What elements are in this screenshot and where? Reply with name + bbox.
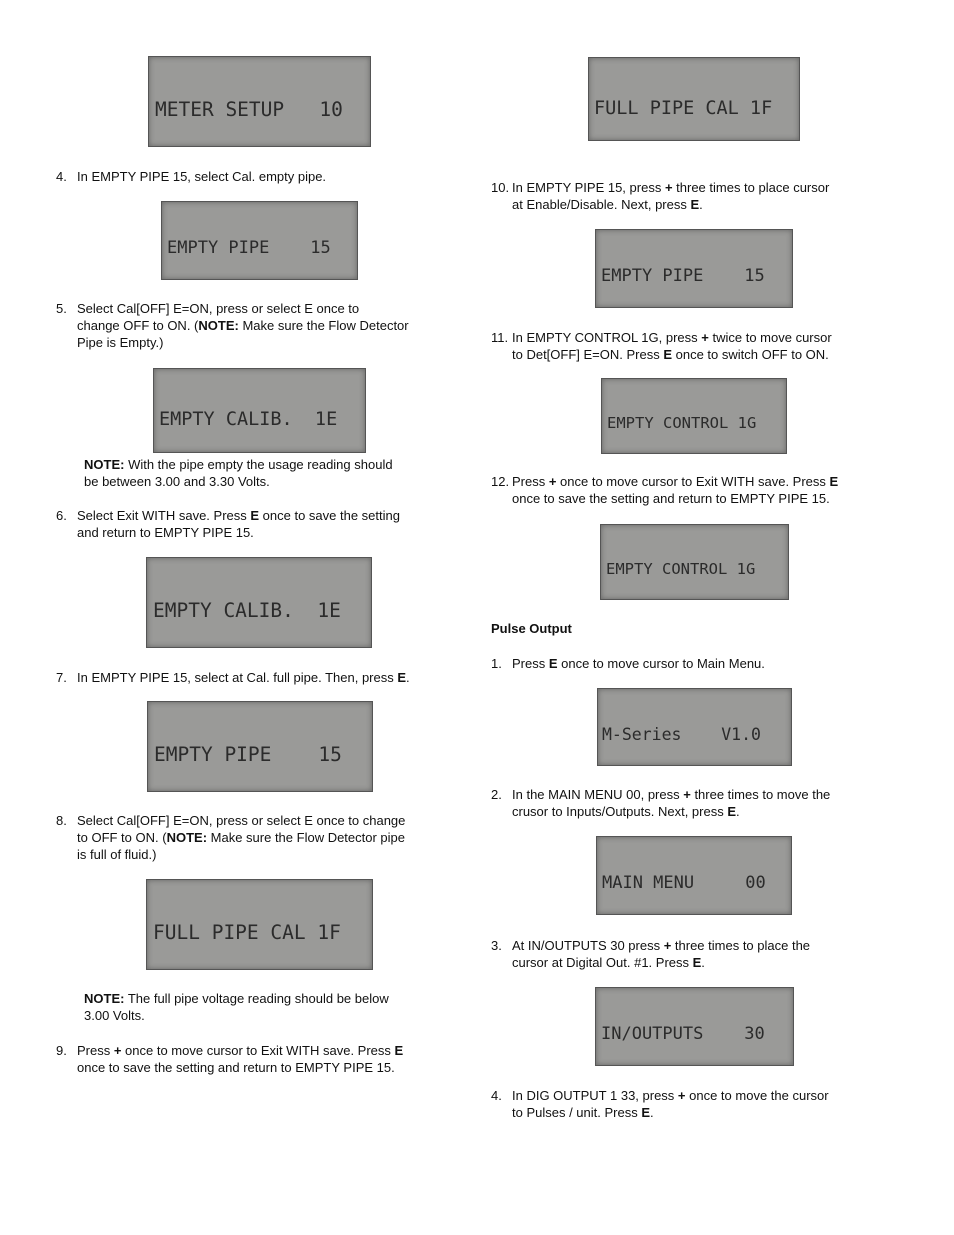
step-text: to OFF to ON. ( [77,830,167,845]
lcd-m-series [597,688,792,766]
step-text: once to move cursor to Exit WITH save. Press [556,474,830,489]
step-text: cursor at Digital Out. #1. Press [512,955,693,970]
step-text: Select Exit WITH save. Press [77,508,251,523]
lcd-meter-setup [148,56,371,147]
step-4 [56,168,446,185]
key-label: E [250,508,260,523]
step-text: three times to place cursor [672,180,830,195]
step-number: 2. [491,787,502,802]
step-text: three times to move the [690,787,831,802]
note-text: The full pipe voltage reading should be below [124,991,389,1006]
step-text: once to move the cursor [685,1088,829,1103]
step-text: . [650,1105,654,1120]
key-label: E [663,347,673,362]
key-label: E [692,955,702,970]
lcd-empty-calib-2 [146,557,372,648]
lcd-empty-pipe-1 [161,201,358,280]
note-text: be between 3.00 and 3.30 Volts. [84,474,270,489]
lcd-line: EMPTY CALIB. 1E [159,409,338,430]
lcd-in-outputs [595,987,794,1066]
key-label: + [664,180,673,195]
step-text: In DIG OUTPUT 1 33, press [512,1088,678,1103]
lcd-full-pipe-cal-1 [146,879,373,970]
step-text: once to save the setting and return to EMPTY PIPE 15. [77,1060,395,1075]
step-text: Select Cal[OFF] E=ON, press or select E once to change [77,813,406,828]
key-label: + [113,1043,122,1058]
step-text: Pipe is Empty.) [77,335,164,350]
step-text: Make sure the Flow Detector [238,318,409,333]
step-text: In EMPTY PIPE 15, press [512,180,665,195]
key-label: + [548,474,557,489]
step-number: 8. [56,813,67,828]
step-text: Press [512,656,549,671]
key-label: + [683,787,691,802]
lcd-empty-control-1 [601,378,787,454]
lcd-empty-calib-1 [153,368,366,453]
pulse-step-3 [491,937,881,971]
step-text: twice to move cursor [708,330,832,345]
step-10 [491,179,881,213]
note-label: NOTE: [198,318,239,333]
step-text: is full of fluid.) [77,847,157,862]
step-number: 4. [56,169,67,184]
step-number: 11. [491,330,509,345]
lcd-line: MAIN MENU 00 [602,873,766,893]
step-number: 1. [491,656,502,671]
step-text: at Enable/Disable. Next, press [512,197,691,212]
step-text: once to move cursor to Main Menu. [557,656,765,671]
step-text: once to switch OFF to ON. [672,347,829,362]
lcd-empty-control-2 [600,524,789,600]
step-8 [56,812,446,863]
step-text: In EMPTY CONTROL 1G, press [512,330,702,345]
step-text: Make sure the Flow Detector pipe [207,830,406,845]
note-empty-reading [84,456,444,490]
step-text: to Det[OFF] E=ON. Press [512,347,664,362]
step-12 [491,473,881,507]
lcd-line: IN/OUTPUTS 30 [601,1024,765,1044]
note-text: 3.00 Volts. [84,1008,145,1023]
key-label: E [690,197,700,212]
lcd-empty-pipe-2 [147,701,373,792]
step-text: Press [512,474,549,489]
step-number: 3. [491,938,502,953]
key-label: + [701,330,709,345]
step-text: once to save the setting and return to EMPTY PIPE 15. [512,491,830,506]
step-text: and return to EMPTY PIPE 15. [77,525,254,540]
step-text: Select Cal[OFF] E=ON, press or select E once to [77,301,360,316]
note-label: NOTE: [84,457,125,472]
step-text: In the MAIN MENU 00, press [512,787,684,802]
lcd-line: EMPTY CALIB. 1E [153,599,341,622]
lcd-line: EMPTY CONTROL 1G [607,414,757,432]
step-text: Press [77,1043,114,1058]
note-full-reading [84,990,444,1024]
step-number: 7. [56,670,67,685]
note-label: NOTE: [84,991,125,1006]
step-number: 12. [491,474,510,489]
pulse-step-4 [491,1087,881,1121]
step-6 [56,507,446,541]
step-text: At IN/OUTPUTS 30 press [512,938,664,953]
step-number: 6. [56,508,67,523]
key-label: E [548,656,558,671]
step-7 [56,669,456,686]
step-number: 9. [56,1043,67,1058]
lcd-line: EMPTY PIPE 15 [167,238,331,258]
step-11 [491,329,881,363]
step-text: to Pulses / unit. Press [512,1105,642,1120]
step-text: . [735,804,740,819]
pulse-step-2 [491,786,881,820]
step-9 [56,1042,446,1076]
key-label: E [829,474,839,489]
key-label: E [394,1043,404,1058]
lcd-full-pipe-cal-2 [588,57,800,141]
step-text: . [699,197,703,212]
step-5 [56,300,446,351]
lcd-main-menu [596,836,792,915]
lcd-line: M-Series V1.0 [602,725,761,745]
lcd-empty-pipe-3 [595,229,793,308]
lcd-line: METER SETUP 10 [155,98,343,121]
section-heading-pulse-output: Pulse Output [491,621,572,636]
step-text: In EMPTY PIPE 15, select Cal. empty pipe. [77,169,327,184]
key-label: + [677,1088,686,1103]
lcd-line: EMPTY PIPE 15 [154,743,342,766]
step-text: once to move cursor to Exit WITH save. Press [121,1043,395,1058]
step-text: crusor to Inputs/Outputs. Next, press [512,804,728,819]
lcd-line: EMPTY PIPE 15 [601,266,765,286]
step-text: once to save the setting [259,508,400,523]
key-label: E [727,804,736,819]
step-text: three times to place the [671,938,811,953]
note-text: With the pipe empty the usage reading should [124,457,393,472]
step-text: . [701,955,705,970]
step-text: . [406,670,410,685]
note-label: NOTE: [166,830,208,845]
key-label: E [397,670,407,685]
lcd-line: FULL PIPE CAL 1F [594,98,773,119]
step-number: 4. [491,1088,502,1103]
step-number: 5. [56,301,67,316]
step-number: 10. [491,180,510,195]
key-label: + [663,938,672,953]
step-text: change OFF to ON. ( [77,318,199,333]
lcd-line: FULL PIPE CAL 1F [153,921,341,944]
lcd-line: EMPTY CONTROL 1G [606,560,756,578]
pulse-step-1 [491,655,881,672]
key-label: E [641,1105,651,1120]
step-text: In EMPTY PIPE 15, select at Cal. full pipe. Then, press [77,670,398,685]
